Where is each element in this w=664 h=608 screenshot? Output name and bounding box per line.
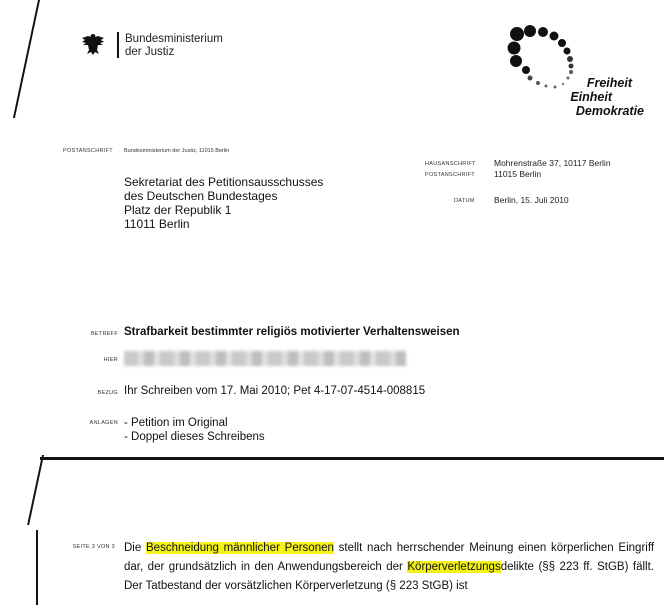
highlight-beschneidung: Beschneidung männlicher Personen (146, 542, 334, 554)
slogan-demokratie: Demokratie (575, 104, 644, 118)
page-break-line (40, 457, 664, 460)
slogan-freiheit: Freiheit (586, 76, 632, 90)
highlight-koerperverletzung: Körperverletzungs (407, 561, 501, 573)
postanschrift-value: Bundesministerium der Justiz, 11015 Berlin (124, 148, 230, 154)
federal-eagle-icon (80, 32, 106, 56)
recipient-line-4: 11011 Berlin (124, 217, 190, 231)
ministry-name (125, 33, 223, 59)
anlagen-list (124, 416, 265, 444)
body-paragraph (124, 539, 654, 596)
recipient-line-3: Platz der Republik 1 (124, 203, 232, 217)
betreff-value: Strafbarkeit bestimmter religiös motivierter Verhaltensweisen (124, 326, 460, 338)
betreff-label: BETREFF (90, 331, 118, 337)
para-start: Die (124, 542, 147, 554)
bezug-value: Ihr Schreiben vom 17. Mai 2010; Pet 4-17-07-4514-008815 (124, 385, 426, 397)
scan-line-left-top (13, 0, 40, 118)
slogan (570, 76, 644, 118)
seite-label: SEITE 3 VON 3 (72, 544, 115, 550)
hausanschrift-label: HAUSANSCHRIFT (425, 161, 476, 167)
datum-label: DATUM (454, 198, 475, 204)
anlagen-item-1: - Petition im Original (124, 417, 228, 429)
recipient-address (124, 175, 323, 231)
datum-value: Berlin, 15. Juli 2010 (494, 195, 569, 205)
sender-postanschrift-value: 11015 Berlin (494, 169, 542, 179)
para-mid-2: delikte (§§ 223 ff. StGB) fällt. Der Tatbestand der vorsätzlichen Körperverletzung (§ 223 StGB) ist (124, 561, 655, 592)
ministry-line-1: Bundesministerium (125, 33, 223, 45)
slogan-einheit: Einheit (570, 90, 612, 104)
recipient-line-2: des Deutschen Bundestages (124, 189, 278, 203)
redacted-text (124, 351, 406, 366)
postanschrift-label: POSTANSCHRIFT (63, 148, 113, 154)
anlagen-label: ANLAGEN (89, 420, 118, 426)
ministry-divider (117, 32, 119, 58)
ministry-line-2: der Justiz (125, 46, 175, 58)
scan-line-left-bottom (36, 530, 38, 605)
anlagen-item-2: - Doppel dieses Schreibens (124, 431, 265, 443)
recipient-line-1: Sekretariat des Petitionsausschusses (124, 175, 324, 189)
sender-postanschrift-label: POSTANSCHRIFT (425, 172, 475, 178)
hausanschrift-value: Mohrenstraße 37, 10117 Berlin (494, 158, 611, 168)
bezug-label: BEZUG (97, 390, 118, 396)
scan-line-left-mid (27, 455, 44, 525)
hier-label: HIER (103, 357, 118, 363)
para-mid-1: stellt nach herrschender Meinung einen körperlichen Eingriff dar, der grundsätzlich in den Anwendungsbereich der (124, 542, 655, 573)
